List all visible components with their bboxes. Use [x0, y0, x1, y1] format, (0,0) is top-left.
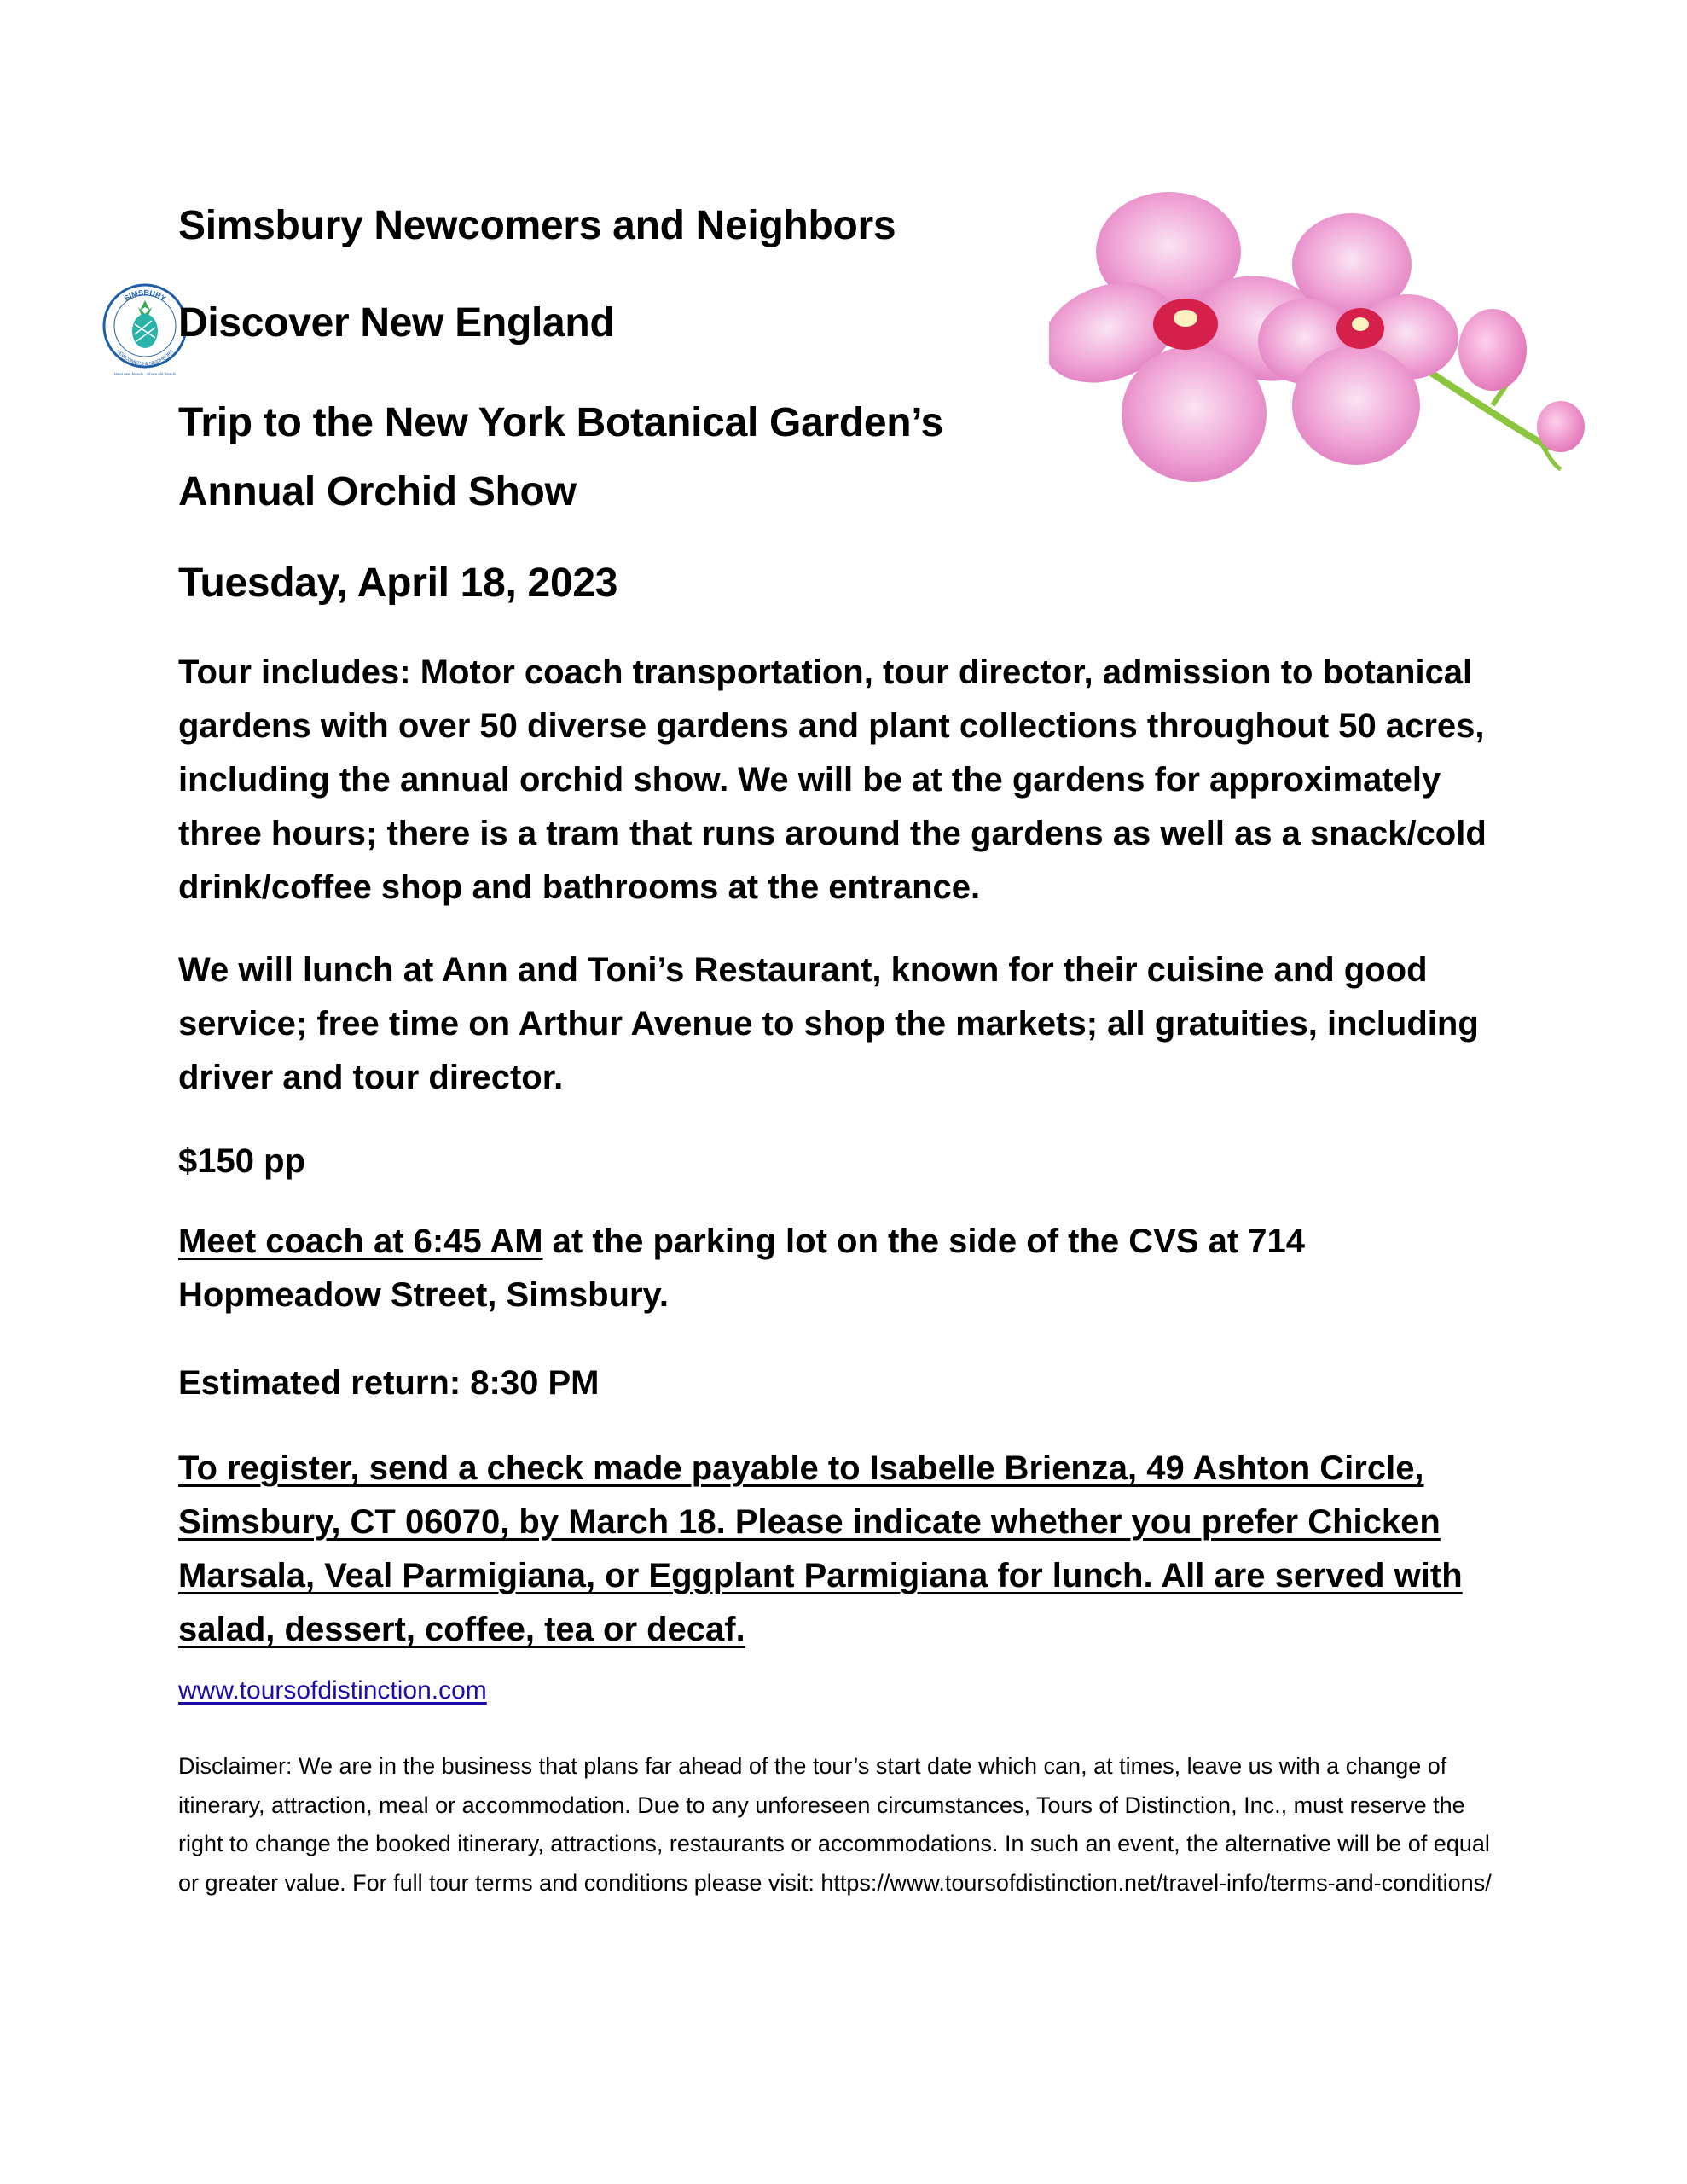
tours-website-link[interactable]: www.toursofdistinction.com: [178, 1676, 487, 1705]
lunch-text: We will lunch at Ann and Toni’s Restaurant, known for their cuisine and good service; free time on Arthur Avenue to shop the markets; all gratuities, including driver and tour director.: [178, 951, 1479, 1096]
tour-includes-text: Tour includes: Motor coach transportation, tour director, admission to botanical gardens with over 50 diverse gardens and plant collections throughout 50 acres, including the annual orchid show. We will be at the gardens for approximately three hours; there is a tram that runs around the gardens as well as a snack/cold drink/coffee shop and bathrooms at the entrance.: [178, 653, 1487, 906]
return-time: [178, 1356, 1509, 1410]
meet-time: Meet coach at 6:45 AM: [178, 1223, 543, 1260]
register-paragraph: [178, 1442, 1509, 1657]
simsbury-logo: [101, 282, 189, 379]
logo-top-text: SIMSBURY: [122, 288, 168, 304]
orchid-flower-image: [1049, 183, 1603, 508]
program-title: Discover New England: [178, 300, 615, 346]
disclaimer: Disclaimer: We are in the business that plans far ahead of the tour’s start date which can, at times, leave us with a change of itinerary, attraction, meal or accommodation. Due to any unforeseen circumstances, Tours of Distinction, Inc., must reserve the right to change the booked itinerary, attractions, restaurants or accommodations. In such an event, the alternative will be of equal or greater value. For full tour terms and conditions please visit: https://www.toursofdistinction.net/travel-info/terms-and-conditions/: [178, 1753, 1492, 1896]
trip-title-line1: Trip to the New York Botanical Garden’s: [178, 400, 943, 445]
trip-date: Tuesday, April 18, 2023: [178, 561, 618, 606]
return-text: Estimated return: 8:30 PM: [178, 1364, 600, 1402]
price: [178, 1135, 1509, 1188]
logo-tagline: Meet new friends · Share old friends: [113, 372, 177, 376]
meet-paragraph: [178, 1215, 1509, 1322]
logo-bottom-text: NEWCOMERS & NEIGHBORS: [115, 349, 175, 368]
lunch-paragraph: [178, 944, 1509, 1105]
org-title: Simsbury Newcomers and Neighbors: [178, 203, 896, 248]
meet-location: at the parking lot on the side of the CVS at 714 Hopmeadow Street, Simsbury.: [178, 1223, 1306, 1314]
register-text: To register, send a check made payable to Isabelle Brienza, 49 Ashton Circle, Simsbury, CT 06070, by March 18. Please indicate whether you prefer Chicken Marsala, Veal Parmigiana, or Eggplant Parmigiana for lunch. All are served with salad, dessert, coffee, tea or decaf.: [178, 1449, 1463, 1648]
price-text: $150 pp: [178, 1142, 305, 1180]
trip-title-line2: Annual Orchid Show: [178, 469, 577, 514]
tour-includes-paragraph: [178, 646, 1509, 915]
